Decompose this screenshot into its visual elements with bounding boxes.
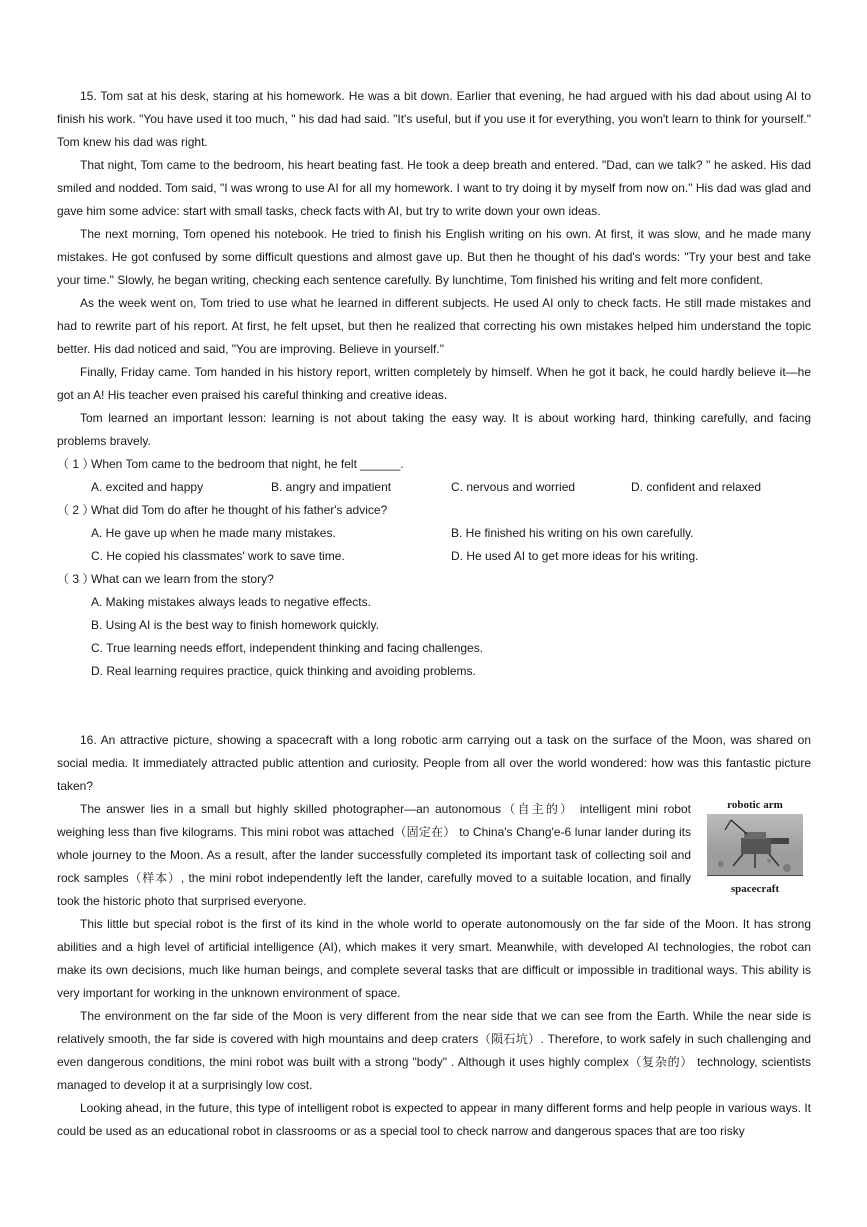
q15-paragraph: 15. Tom sat at his desk, staring at his homework. He was a bit down. Earlier that evening, he had argued with his dad about using AI to finish his work. "You have used it too much, " his dad had said. "It's useful, but if you use it for everything, you won't learn to think for yourself." Tom knew his dad was right. (57, 89, 811, 149)
option-a: A. Making mistakes always leads to negative effects. (91, 595, 371, 609)
option-b: B. He finished his writing on his own carefully. (451, 526, 694, 540)
option-b: B. Using AI is the best way to finish homework quickly. (91, 618, 379, 632)
option-a: A. excited and happy (91, 480, 204, 494)
q16-paragraph: 16. An attractive picture, showing a spacecraft with a long robotic arm carrying out a task on the surface of the Moon, was shared on social media. It immediately attracted public attention and curiosity. People from all over the world wondered: how was this fantastic picture taken? (57, 733, 811, 793)
question-16 (57, 729, 811, 1143)
document-content (57, 85, 811, 1143)
sub-question-3 (57, 568, 811, 591)
option-row (57, 545, 811, 568)
sub-question-1 (57, 453, 811, 476)
sub-question-2 (57, 499, 811, 522)
option-d: D. Real learning requires practice, quick thinking and avoiding problems. (91, 664, 476, 678)
sub-question-stem: When Tom came to the bedroom that night, he felt ______. (91, 457, 404, 471)
spacecraft-figure (705, 798, 805, 896)
option-d: D. He used AI to get more ideas for his writing. (451, 549, 699, 563)
option-c: C. True learning needs effort, independent thinking and facing challenges. (91, 641, 484, 655)
q16-paragraph: Looking ahead, in the future, this type of intelligent robot is expected to appear in many different forms and help people in various ways. It could be used as an educational robot in classrooms or as a special tool to check narrow and dangerous spaces that are too risky (57, 1101, 811, 1138)
q15-paragraph: That night, Tom came to the bedroom, his heart beating fast. He took a deep breath and entered. "Dad, can we talk? " he asked. His dad smiled and nodded. Tom said, "I was wrong to use AI for all my homework. I want to try doing it by myself from now on." His dad was glad and gave him some advice: start with small tasks, check facts with AI, but try to write down your own ideas. (57, 158, 811, 218)
figure-label-robotic-arm: robotic arm (727, 799, 783, 811)
option-row (57, 476, 811, 499)
option-row (57, 522, 811, 545)
figure-label-spacecraft: spacecraft (730, 883, 780, 895)
question-15 (57, 85, 811, 683)
sub-question-number: （ 3 ） (57, 572, 95, 586)
option-a: A. He gave up when he made many mistakes. (91, 526, 336, 540)
q15-paragraph: Finally, Friday came. Tom handed in his history report, written completely by himself. When he got it back, he could hardly believe it—he got an A! His teacher even praised his careful thinking and creative ideas. (57, 365, 811, 402)
option-d: D. confident and relaxed (631, 480, 762, 494)
section-gap (57, 683, 811, 729)
sub-question-number: （ 1 ） (57, 457, 95, 471)
option-c: C. He copied his classmates' work to save time. (91, 549, 345, 563)
q15-paragraph: As the week went on, Tom tried to use what he learned in different subjects. He used AI only to check facts. He still made mistakes and had to rewrite part of his report. At first, he felt upset, but then he realized that correcting his own mistakes helped him understand the topic better. His dad noticed and said, "You are improving. Believe in yourself." (57, 296, 811, 356)
sub-question-stem: What did Tom do after he thought of his father's advice? (91, 503, 388, 517)
q16-paragraph: This little but special robot is the first of its kind in the whole world to operate autonomously on the far side of the Moon. It has strong abilities and a high level of artificial intelligence (AI), which makes it very smart. Meanwhile, with developed AI technologies, the robot can make its own decisions, much like human beings, and complete several tasks that are difficult or impossible in traditional ways. This ability is very important for working in the unknown environment of space. (57, 917, 811, 1000)
sub-question-stem: What can we learn from the story? (91, 572, 274, 586)
option-c: C. nervous and worried (451, 480, 576, 494)
option-b: B. angry and impatient (271, 480, 392, 494)
q16-paragraph: The environment on the far side of the Moon is very different from the near side that we can see from the Earth. While the near side is relatively smooth, the far side is covered with high mountains and deep craters（陨石坑）. Therefore, to work safely in such challenging and even dangerous conditions, the mini robot was built with a strong "body" . Although it uses highly complex（复杂的） technology, scientists managed to develop it at a surprisingly low cost. (57, 1009, 811, 1092)
sub-question-number: （ 2 ） (57, 503, 95, 517)
lunar-lander-photo (707, 814, 803, 876)
q16-paragraph: The answer lies in a small but highly skilled photographer—an autonomous（自主的） intelligent mini robot weighing less than five kilograms. This mini robot was attached（固定在） to China's Chang'e-6 lunar lander during its whole journey to the Moon. As a result, after the lander successfully completed its important task of collecting soil and rock samples（样本）, the mini robot independently left the lander, carefully moved to a suitable location, and finally took the historic photo that surprised everyone. (57, 802, 691, 908)
q15-paragraph: Tom learned an important lesson: learning is not about taking the easy way. It is about working hard, thinking carefully, and facing problems bravely. (57, 411, 811, 448)
q15-paragraph: The next morning, Tom opened his notebook. He tried to finish his English writing on his own. At first, it was slow, and he made many mistakes. He got confused by some difficult questions and almost gave up. But then he thought of his dad's words: "Try your best and take your time." Slowly, he began writing, checking each sentence carefully. By lunchtime, Tom finished his writing and felt more confident. (57, 227, 811, 287)
